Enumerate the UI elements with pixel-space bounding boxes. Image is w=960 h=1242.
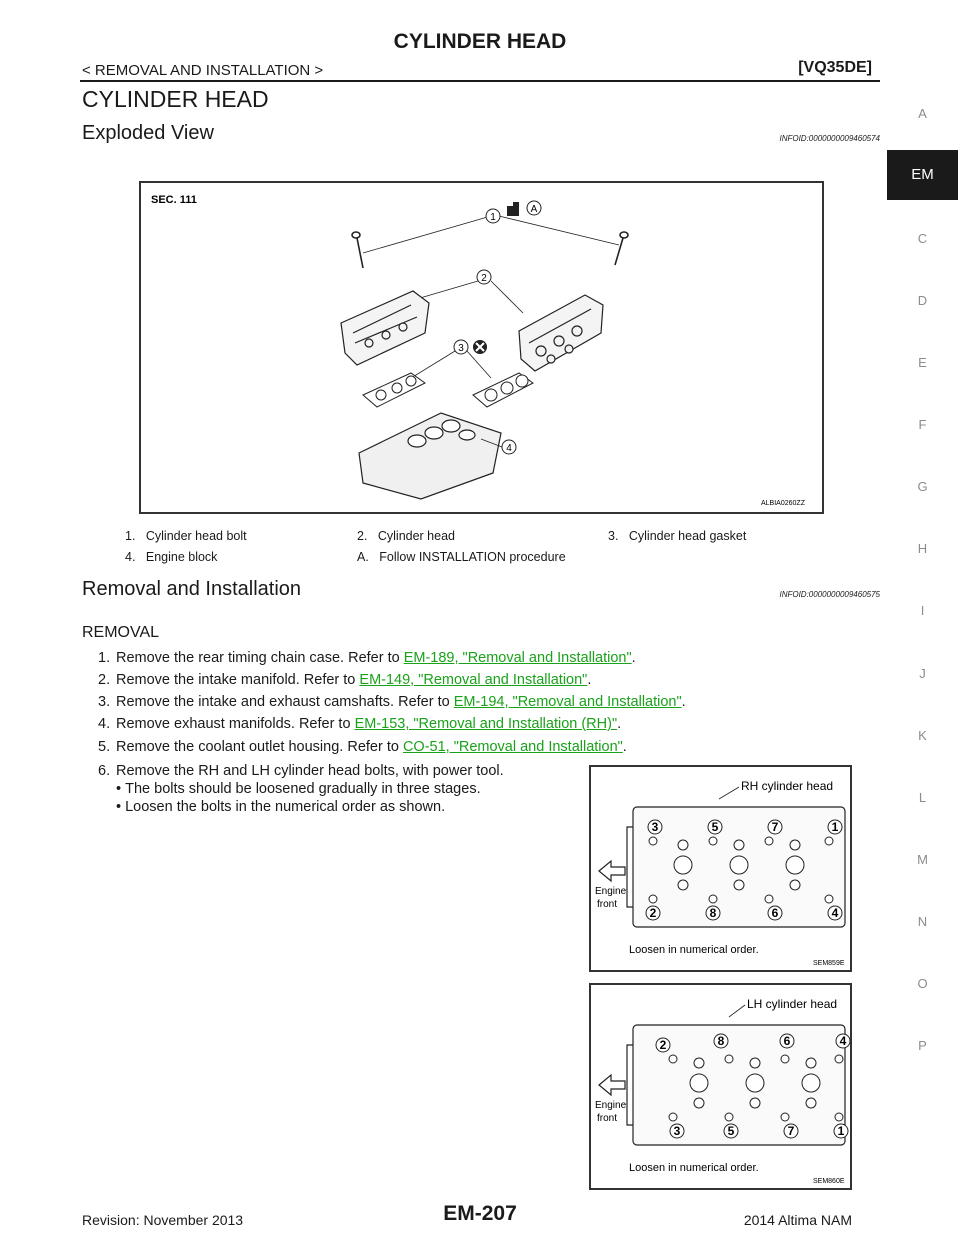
svg-text:7: 7 [771, 820, 779, 834]
link-em-153[interactable]: EM-153, "Removal and Installation (RH)" [354, 716, 618, 732]
cylinder-head-gasket-left [363, 373, 425, 407]
exploded-view-illustration [141, 183, 822, 512]
svg-text:8: 8 [709, 906, 717, 920]
side-tab-m[interactable]: M [917, 852, 928, 867]
svg-text:1: 1 [837, 1124, 845, 1138]
rh-engine-front-line1: Engine [595, 886, 627, 897]
step-2: 2. Remove the intake manifold. Refer to EM-149, "Removal and Installation". [98, 672, 592, 688]
lh-title: LH cylinder head [747, 997, 838, 1011]
header-section: < REMOVAL AND INSTALLATION > [82, 62, 324, 79]
lh-cylinder-head-figure [589, 983, 852, 1190]
svg-text:4: 4 [839, 1034, 847, 1048]
bullet-1: • The bolts should be loosened gradually in three stages. [116, 781, 481, 797]
svg-text:4: 4 [831, 906, 839, 920]
svg-text:3: 3 [651, 820, 659, 834]
cylinder-head-bolt-left [352, 232, 363, 268]
lh-caption: Loosen in numerical order. [629, 1162, 759, 1174]
page-heading: CYLINDER HEAD [82, 86, 269, 112]
removal-installation-infoid: INFOID:0000000009460575 [779, 590, 880, 599]
lh-figure-id: SEM860E [813, 1178, 845, 1185]
exploded-view-figure [139, 181, 824, 514]
engine-front-arrow-icon [599, 1075, 625, 1095]
footer-model: 2014 Altima NAM [743, 1212, 852, 1228]
lh-engine-front-line1: Engine [595, 1100, 627, 1111]
do-not-reuse-icon [473, 340, 487, 354]
callout-3-label: 3 [458, 343, 464, 354]
side-tab-em[interactable]: EM [887, 150, 958, 200]
cylinder-head-left [341, 291, 429, 365]
svg-text:3: 3 [673, 1124, 681, 1138]
step-3: 3. Remove the intake and exhaust camshafts. Refer to EM-194, "Removal and Installation". [98, 694, 686, 710]
link-em-149[interactable]: EM-149, "Removal and Installation" [359, 672, 588, 688]
svg-text:2: 2 [649, 906, 657, 920]
svg-text:7: 7 [787, 1124, 795, 1138]
engine-front-arrow-icon [599, 861, 625, 881]
removal-heading: REMOVAL [82, 624, 160, 641]
svg-text:6: 6 [771, 906, 779, 920]
link-em-189[interactable]: EM-189, "Removal and Installation" [403, 650, 632, 666]
side-tab-l[interactable]: L [918, 790, 927, 805]
side-tab-n[interactable]: N [917, 914, 928, 929]
header-divider [80, 80, 880, 82]
callout-2-label: 2 [481, 273, 487, 284]
legend-item-2: 2. Cylinder head [357, 529, 455, 543]
bullet-2: • Loosen the bolts in the numerical order as shown. [116, 799, 446, 815]
side-tab-f[interactable]: F [918, 417, 927, 432]
header-engine-code: [VQ35DE] [798, 59, 872, 76]
side-tab-c[interactable]: C [917, 231, 928, 246]
header-title: CYLINDER HEAD [393, 30, 567, 53]
svg-text:8: 8 [717, 1034, 725, 1048]
exploded-view-infoid: INFOID:0000000009460574 [779, 134, 880, 143]
side-tab-o[interactable]: O [917, 976, 928, 991]
side-tab-h[interactable]: H [917, 541, 928, 556]
side-tab-g[interactable]: G [917, 479, 928, 494]
svg-text:1: 1 [831, 820, 839, 834]
footer-revision: Revision: November 2013 [82, 1212, 244, 1228]
rh-cylinder-head-illustration [591, 767, 850, 970]
side-tab-k[interactable]: K [918, 728, 927, 743]
step-1: 1. Remove the rear timing chain case. Refer to EM-189, "Removal and Installation". [98, 650, 636, 666]
svg-text:2: 2 [659, 1038, 667, 1052]
side-tab-a[interactable]: A [918, 106, 927, 121]
step-6: 6. Remove the RH and LH cylinder head bolts, with power tool. [98, 763, 504, 779]
side-tab-p[interactable]: P [918, 1038, 927, 1053]
link-co-51[interactable]: CO-51, "Removal and Installation" [402, 739, 623, 755]
cylinder-head-right [519, 295, 603, 371]
legend-item-a: A. Follow INSTALLATION procedure [357, 550, 566, 564]
legend-item-4: 4. Engine block [125, 550, 218, 564]
lh-cylinder-head-illustration [591, 985, 850, 1188]
step-5: 5. Remove the coolant outlet housing. Refer to CO-51, "Removal and Installation". [98, 739, 627, 755]
rh-caption: Loosen in numerical order. [629, 944, 759, 956]
side-tab-d[interactable]: D [917, 293, 928, 308]
callout-1-label: 1 [490, 212, 496, 223]
link-em-194[interactable]: EM-194, "Removal and Installation" [453, 694, 682, 710]
engine-block [359, 413, 501, 499]
step-4: 4. Remove exhaust manifolds. Refer to EM-153, "Removal and Installation (RH)". [98, 716, 622, 732]
rh-cylinder-head-figure [589, 765, 852, 972]
sec-label: SEC. 111 [151, 194, 197, 206]
legend-item-3: 3. Cylinder head gasket [608, 529, 747, 543]
side-tab-i[interactable]: I [920, 603, 925, 618]
svg-text:5: 5 [727, 1124, 735, 1138]
cylinder-head-bolt-right [615, 232, 628, 265]
rh-title: RH cylinder head [741, 779, 834, 793]
lh-engine-front-line2: front [597, 1113, 618, 1124]
rh-engine-front-line2: front [597, 899, 618, 910]
footer-page-number: EM-207 [443, 1202, 517, 1225]
legend-item-1: 1. Cylinder head bolt [125, 529, 247, 543]
side-tab-j[interactable]: J [919, 666, 926, 681]
rh-figure-id: SEM859E [813, 960, 845, 967]
callout-a-label: A [530, 204, 538, 215]
cylinder-head-gasket-right [473, 373, 533, 407]
removal-installation-heading: Removal and Installation [82, 578, 302, 600]
svg-text:6: 6 [783, 1034, 791, 1048]
exploded-view-figure-id: ALBIA0260ZZ [761, 500, 805, 507]
exploded-view-heading: Exploded View [82, 122, 214, 144]
side-tab-e[interactable]: E [918, 355, 927, 370]
torque-wrench-icon [507, 202, 519, 216]
svg-text:5: 5 [711, 820, 719, 834]
callout-4-label: 4 [506, 443, 512, 454]
